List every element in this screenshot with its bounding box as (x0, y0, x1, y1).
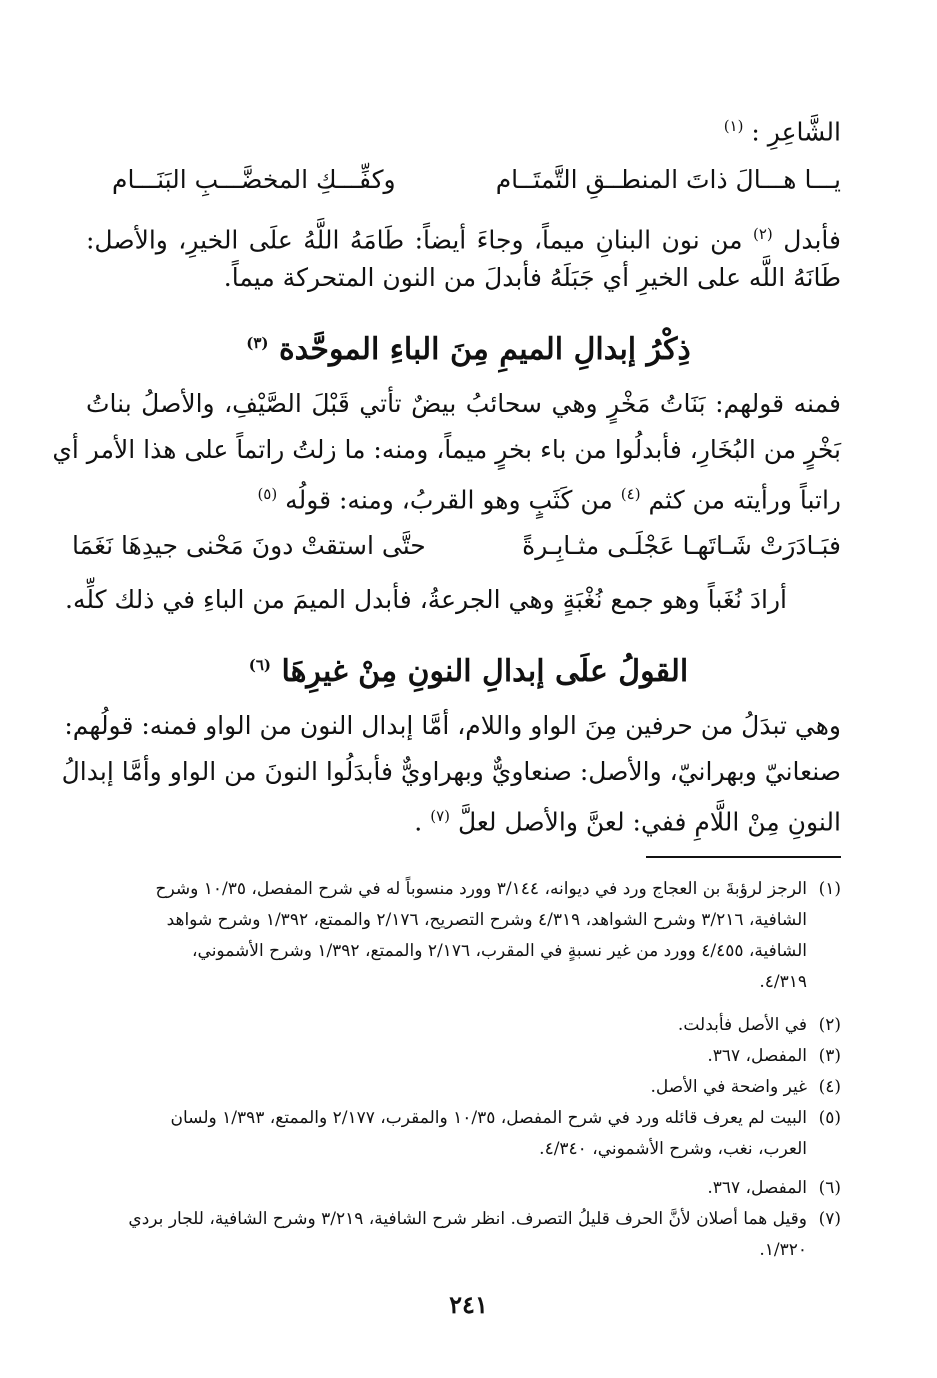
body-text: راتباً ورأيته من كثم (648, 485, 841, 515)
body-line (86, 106, 841, 152)
footnote-separator (646, 856, 841, 858)
body-line: صنعانيّ وبهرانيّ، والأصل: صنعاويٌّ وبهراويٌّ فأبدَلُوا النونَ من الواو وأمَّا إبدالُ (61, 757, 841, 786)
body-line: طَانَهُ اللَّه على الخيرِ أي جَبَلَهُ فأبدلَ من النون المتحركة ميماً. (223, 263, 841, 292)
footnote-ref: (١) (723, 117, 744, 135)
footnote-continuation: ٤/٣١٩. (759, 972, 807, 992)
body-line (86, 474, 841, 520)
footnote (71, 1072, 841, 1103)
body-line: فمنه قولهم: بَنَاتُ مَخْرٍ وهي سحائبُ بيضٌ تأتي قَبْلَ الصَّيْفِ، والأصلُ بناتُ (86, 389, 841, 418)
footnote-number: (٢) (818, 1015, 841, 1035)
footnote-number: (١) (818, 879, 841, 899)
footnote-ref: (٣) (246, 334, 269, 352)
section-heading (0, 640, 937, 697)
verse-hemistich-second: وكفِّـــكِ المخضَّـــبِ البَنَـــام (112, 165, 396, 194)
footnote-text: المفصل، ٣٦٧. (707, 1046, 807, 1066)
body-text: الشَّاعِرِ : (751, 117, 841, 147)
footnote-text: المفصل، ٣٦٧. (707, 1178, 807, 1198)
footnote-ref: (٥) (257, 485, 278, 503)
body-text: من نون البنانِ ميماً، وجاءَ أيضاً: طَامَهُ اللَّهُ علَى الخيرِ، والأصل: (86, 225, 743, 255)
footnote-ref: (٤) (620, 485, 641, 503)
footnote-text: البيت لم يعرف قائله ورد في شرح المفصل، ١٠/٣٥ والمقرب، ٢/١٧٧ والممتع، ١/٣٩٣ ولسان (170, 1108, 807, 1128)
footnote-ref: (٧) (430, 807, 450, 825)
body-line (86, 214, 841, 260)
verse-hemistich-first: يـــا هـــالَ ذاتَ المنطــقِ التَّمتَــام (495, 165, 841, 194)
body-line: وهي تبدَلُ من حرفين مِنَ الواو واللام، أمَّا إبدال النون من الواو فمنه: قولُهم: (64, 711, 841, 740)
heading-text: ذِكْرُ إبدالِ الميمِ مِنَ الباءِ الموحَّدة (278, 332, 691, 367)
footnote-text: في الأصل فأبدلت. (677, 1015, 807, 1035)
footnote-text: الرجز لرؤبةَ بن العجاج ورد في ديوانه، ٣/١٤٤ وورد منسوباً له في شرح المفصل، ١٠/٣٥ وشرح (155, 879, 807, 899)
footnote-continuation: ١/٣٢٠. (759, 1240, 807, 1260)
footnote (71, 1103, 841, 1134)
heading-text: القولُ علَى إبدالِ النونِ مِنْ غيرِهَا (281, 654, 689, 689)
page-number: ٢٤١ (449, 1290, 488, 1319)
footnote-text: غير واضحة في الأصل. (650, 1077, 807, 1097)
footnote-continuation: الشافية، ٣/٢١٦ وشرح الشواهد، ٤/٣١٩ وشرح التصريح، ٢/١٧٦ والممتع، ١/٣٩٢ وشرح شواهد (166, 910, 807, 930)
footnote-number: (٤) (818, 1077, 841, 1097)
verse-hemistich-first: فبَـادَرَتْ شَـاتَهـا عَجْلَـى مثـابِـرةً (522, 531, 841, 560)
footnote (71, 1041, 841, 1072)
footnote-ref: (٦) (248, 656, 272, 674)
footnote (71, 1204, 841, 1235)
footnote (71, 874, 841, 905)
verse-hemistich-second: حتَّى استقتْ دونَ مَحْنى جيدِهَا نَغَمَا (72, 531, 426, 560)
body-text: . (414, 807, 423, 837)
footnote (71, 1173, 841, 1204)
body-text: فأبدل (783, 225, 841, 255)
footnote-number: (٧) (818, 1209, 841, 1229)
body-line: أرادَ نُغَباً وهو جمع نُغْبَةٍ وهي الجرعةُ، فأبدل الميمَ من الباءِ في ذلك كلِّه. (65, 585, 787, 614)
footnote-continuation: الشافية، ٤/٤٥٥ وورد من غير نسبةٍ في المقرب، ٢/١٧٦ والممتع، ١/٣٩٢ وشرح الأشموني، (192, 941, 807, 961)
footnote (71, 1010, 841, 1041)
footnote-number: (٥) (818, 1108, 841, 1128)
footnote-ref: (٢) (752, 225, 773, 243)
section-heading (0, 318, 937, 375)
body-text: من كَثَبٍ وهو القربُ، ومنه: قولُه (285, 485, 613, 515)
body-line (86, 796, 841, 842)
footnote-number: (٣) (818, 1046, 841, 1066)
footnote-text: وقيل هما أصلان لأنَّ الحرف قليلُ التصرف. انظر شرح الشافية، ٣/٢١٩ وشرح الشافية، للجار بردي (128, 1209, 807, 1229)
footnote-number: (٦) (818, 1178, 841, 1198)
body-line: بَخْرٍ من البُخَارِ، فأبدلُوا من باء بخرٍ ميماً، ومنه: ما زلتُ راتماً على هذا الأمر أي (52, 435, 841, 464)
body-text: النونِ مِنْ اللَّامِ ففي: لعنَّ والأصل لعلَّ (457, 807, 841, 837)
footnote-continuation: العرب، نغب، وشرح الأشموني، ٤/٣٤٠. (539, 1139, 807, 1159)
